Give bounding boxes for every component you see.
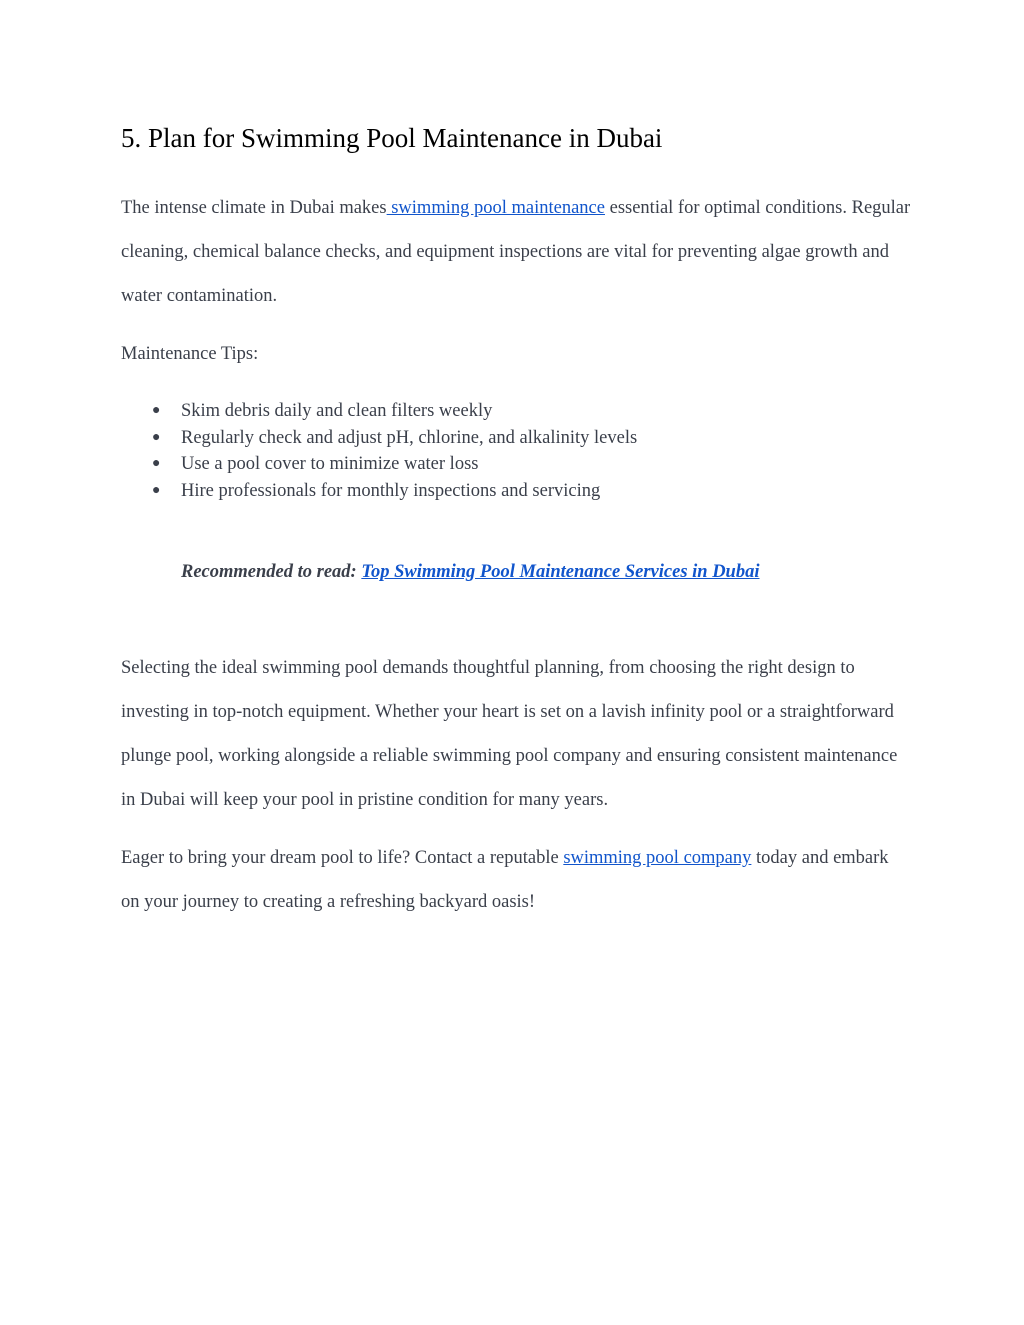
tip-text: Regularly check and adjust pH, chlorine, and alkalinity levels — [181, 427, 638, 448]
maintenance-tips-list — [121, 398, 637, 504]
recommended-to-read — [181, 558, 759, 586]
intro-text-before: The intense climate in Dubai makes — [121, 198, 387, 218]
list-item — [121, 425, 637, 452]
cta-text-before: Eager to bring your dream pool to life? Contact a reputable — [121, 848, 564, 868]
tip-text: Use a pool cover to minimize water loss — [181, 454, 479, 474]
cta-paragraph — [121, 836, 911, 924]
bullet-icon: ● — [152, 403, 161, 418]
swimming-pool-company-link[interactable]: swimming pool company — [563, 848, 752, 868]
intro-text-after: essential for optimal conditions. Regular cleaning, chemical balance checks, and equipment inspections are vital for preventing algae growth and water contamination. — [121, 198, 911, 306]
tip-text: Hire professionals for monthly inspections and servicing — [181, 480, 601, 501]
list-item — [121, 398, 637, 425]
bullet-icon: ● — [152, 429, 161, 445]
bullet-icon: ● — [152, 456, 161, 471]
bullet-icon: ● — [152, 482, 161, 498]
list-item — [121, 451, 637, 478]
tips-label: Maintenance Tips: — [121, 344, 259, 364]
recommended-article-link[interactable]: Top Swimming Pool Maintenance Services in Dubai — [361, 562, 760, 582]
conclusion-paragraph: Selecting the ideal swimming pool demands thoughtful planning, from choosing the right design to investing in top-notch equipment. Whether your heart is set on a lavish infinity pool or a straightforward plunge pool, working alongside a reliable swimming pool company and ensuring consistent maintenance in Dubai will keep your pool in pristine condition for many years. — [121, 658, 898, 810]
cta-text-after: today and embark on your journey to creating a refreshing backyard oasis! — [121, 848, 889, 912]
swimming-pool-maintenance-link[interactable]: swimming pool maintenance — [386, 198, 605, 218]
list-item — [121, 478, 637, 505]
intro-paragraph — [121, 186, 911, 318]
page-title: 5. Plan for Swimming Pool Maintenance in Dubai — [121, 123, 663, 153]
recommended-label: Recommended to read: — [181, 562, 362, 582]
tip-text: Skim debris daily and clean filters weekly — [181, 401, 493, 421]
